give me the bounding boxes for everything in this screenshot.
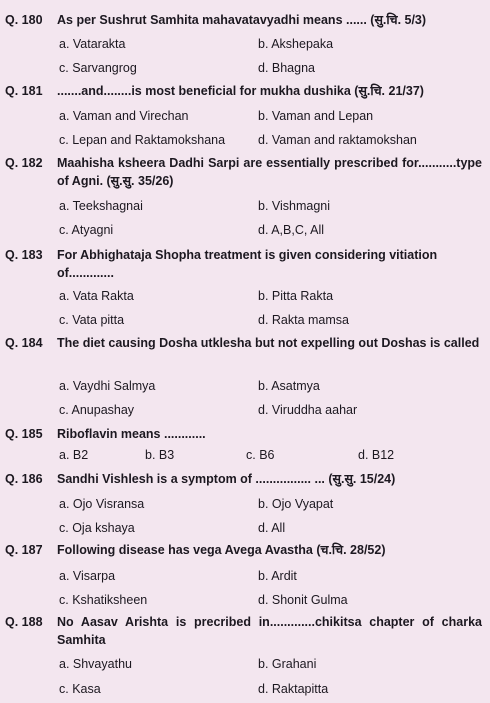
option-d: d. Shonit Gulma [258, 593, 348, 607]
option-c: c. Lepan and Raktamokshana [59, 133, 226, 147]
option-c: c. Sarvangrog [59, 61, 137, 75]
question-number: Q. 185 [5, 427, 43, 441]
option-b: b. Vaman and Lepan [258, 109, 374, 123]
question-text: For Abhighataja Shopha treatment is given considering vitiation of............. [57, 248, 438, 280]
option-b: b. Ojo Vyapat [258, 497, 334, 511]
option-c: c. Kshatiksheen [59, 593, 148, 607]
option-b: b. Asatmya [258, 379, 320, 393]
option-b: b. Ardit [258, 569, 297, 583]
question-text: Maahisha ksheera Dadhi Sarpi are essentially prescribed for...........type of Agni. (सु.सु. 35/26) [57, 156, 482, 188]
question-number: Q. 184 [5, 336, 43, 350]
option-b: b. Grahani [258, 657, 317, 671]
option-a: a. Teekshagnai [59, 199, 143, 213]
option-c: c. Kasa [59, 682, 101, 696]
option-c: c. Anupashay [59, 403, 135, 417]
option-c: c. Vata pitta [59, 313, 125, 327]
option-a: a. Ojo Visransa [59, 497, 145, 511]
option-a: a. Shvayathu [59, 657, 132, 671]
question-number: Q. 180 [5, 13, 43, 27]
question-number: Q. 182 [5, 156, 43, 170]
option-d: d. All [258, 521, 286, 535]
option-a: a. Vaydhi Salmya [59, 379, 156, 393]
option-b: b. Akshepaka [258, 37, 334, 51]
question-text: The diet causing Dosha utklesha but not expelling out Doshas is called [57, 336, 480, 350]
option-d: d. Bhagna [258, 61, 315, 75]
option-a: a. Vata Rakta [59, 289, 134, 303]
option-b: b. Pitta Rakta [258, 289, 334, 303]
question-text: Sandhi Vishlesh is a symptom of ................ ... (सु.सु. 15/24) [57, 472, 396, 486]
option-b: b. Vishmagni [258, 199, 331, 213]
question-text: As per Sushrut Samhita mahavatavyadhi means ...... (सु.चि. 5/3) [57, 13, 427, 27]
option-a: a. B2 [59, 448, 89, 462]
option-a: a. Vatarakta [59, 37, 126, 51]
question-number: Q. 187 [5, 543, 43, 557]
question-text: Riboflavin means ............ [57, 427, 206, 441]
option-c: c. Atyagni [59, 223, 114, 237]
option-c: c. Oja kshaya [59, 521, 135, 535]
option-d: d. Vaman and raktamokshan [258, 133, 417, 147]
option-c: c. B6 [246, 448, 275, 462]
question-number: Q. 186 [5, 472, 43, 486]
question-number: Q. 181 [5, 84, 43, 98]
question-text: Following disease has vega Avega Avastha (च.चि. 28/52) [57, 543, 386, 557]
question-number: Q. 183 [5, 248, 43, 262]
question-text: No Aasav Arishta is precribed in.............chikitsa chapter of charka Samhita [57, 615, 482, 647]
question-text: .......and........is most beneficial for mukha dushika (सु.चि. 21/37) [57, 84, 424, 98]
option-d: d. A,B,C, All [258, 223, 325, 237]
option-a: a. Vaman and Virechan [59, 109, 189, 123]
option-d: d. B12 [358, 448, 395, 462]
question-number: Q. 188 [5, 615, 43, 629]
option-d: d. Viruddha aahar [258, 403, 358, 417]
option-b: b. B3 [145, 448, 175, 462]
option-a: a. Visarpa [59, 569, 116, 583]
option-d: d. Raktapitta [258, 682, 329, 696]
option-d: d. Rakta mamsa [258, 313, 350, 327]
